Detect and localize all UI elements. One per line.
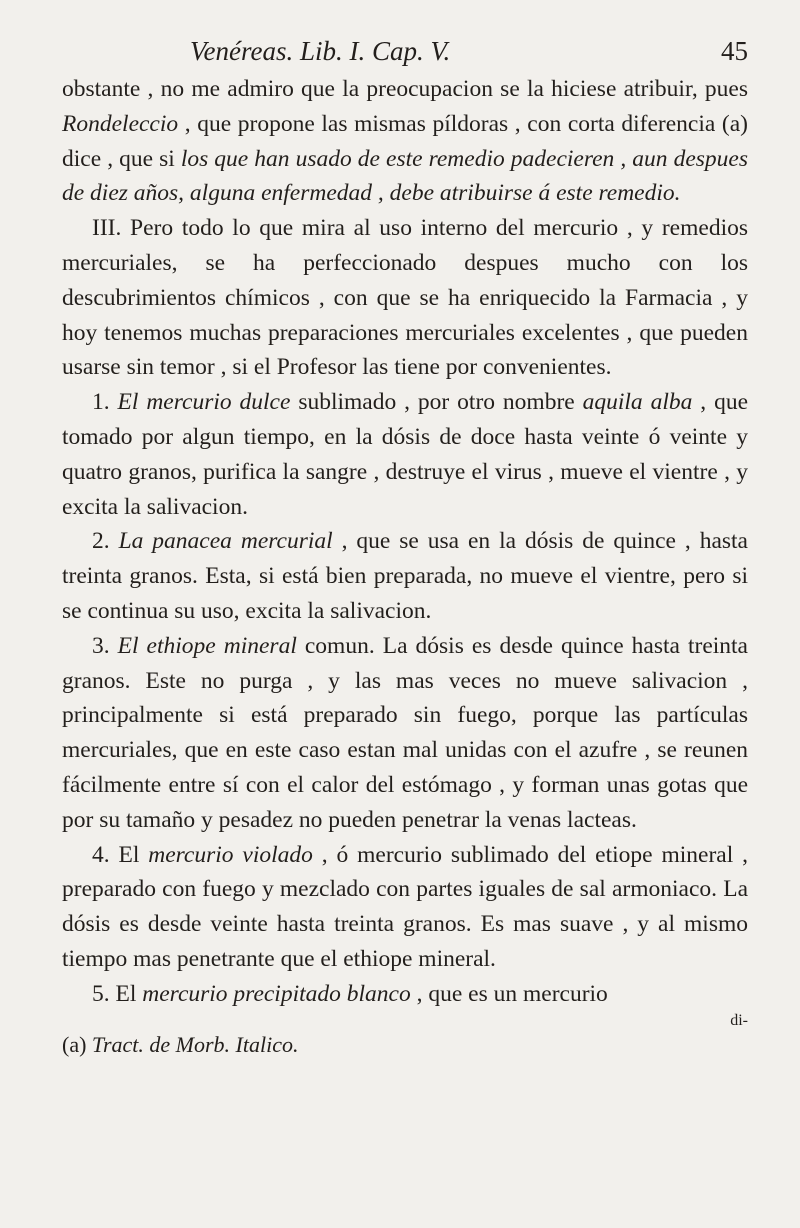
italic-text: El ethiope mineral [117, 632, 297, 659]
text-run: , que tomado por algun tiempo, en la dósis de doce hasta veinte ó veinte y quatro granos, purifica la sangre , destruye el virus , mueve el vientre , y excita la salivacion. [62, 389, 748, 520]
italic-text: Rondeleccio [62, 110, 179, 137]
text-run: III. Pero todo lo que mira al uso interno del mercurio , y remedios mercuriales, se ha perfeccionado despues mucho con los descubrimientos chímicos , con que se ha enriquecido la Farmacia , y hoy tenemos muchas preparaciones mercuriales excelentes , que pueden usarse sin temor , si el Profesor las tiene por convenientes. [62, 215, 748, 381]
footnote-mark: (a) [62, 1031, 92, 1057]
text-run: sublimado , por otro nombre [290, 389, 583, 416]
text-run: obstante , no me admiro que la preocupacion se la hiciese atribuir, pues [62, 76, 748, 102]
italic-text: mercurio precipitado blanco [142, 980, 411, 1007]
paragraph [62, 629, 748, 838]
footnote-text: Tract. de Morb. Italico. [91, 1031, 299, 1057]
text-run: 5. El [92, 980, 143, 1007]
paragraph [62, 211, 748, 385]
italic-text: La panacea mercurial [118, 528, 333, 555]
page-number: 45 [721, 36, 748, 66]
paragraph [62, 977, 748, 1012]
text-run: comun. La dósis es desde quince hasta treinta granos. Este no purga , y las mas veces no mueve salivacion , principalmente si está preparado sin fuego, porque las partículas mercuriales, que en este caso estan mal unidas con el azufre , se reunen fácilmente entre sí con el calor del estómago , y forman unas gotas que por su tamaño y pesadez no pueden penetrar la venas lacteas. [62, 632, 748, 833]
text-run: 1. [92, 389, 118, 416]
text-run: , que se usa en la dósis de quince , hasta treinta granos. Esta, si está bien preparada, no mueve el vientre, pero si se continua su uso, excita la salivacion. [62, 528, 748, 624]
text-run: , ó mercurio sublimado del etiope mineral , preparado con fuego y mezclado con partes iguales de sal armoniaco. La dósis es desde veinte hasta treinta granos. Es mas suave , y al mismo tiempo mas penetrante que el ethiope mineral. [62, 841, 748, 972]
footnote [62, 1032, 748, 1058]
text-run: , que propone las mismas píldoras , con corta diferencia (a) dice , que si [62, 110, 748, 172]
italic-text: El mercurio dulce [117, 389, 291, 416]
italic-text: los que han usado de este remedio padecieren , aun despues de diez años, alguna enfermedad , debe atribuirse á este remedio. [62, 145, 748, 207]
paragraph [62, 385, 748, 524]
italic-text: mercurio violado [148, 841, 313, 868]
text-run: 3. [92, 632, 118, 659]
page-header [62, 30, 748, 66]
running-title: Venéreas. Lib. I. Cap. V. [190, 36, 451, 66]
text-run: , que es un mercurio [410, 980, 608, 1007]
catchword: di- [730, 1011, 748, 1029]
text-run: 4. El [92, 841, 149, 868]
paragraph [62, 838, 748, 977]
paragraph [62, 72, 748, 211]
text-run: 2. [92, 528, 119, 555]
body-text [62, 72, 748, 1012]
italic-text: aquila alba [582, 389, 693, 416]
paragraph [62, 524, 748, 628]
